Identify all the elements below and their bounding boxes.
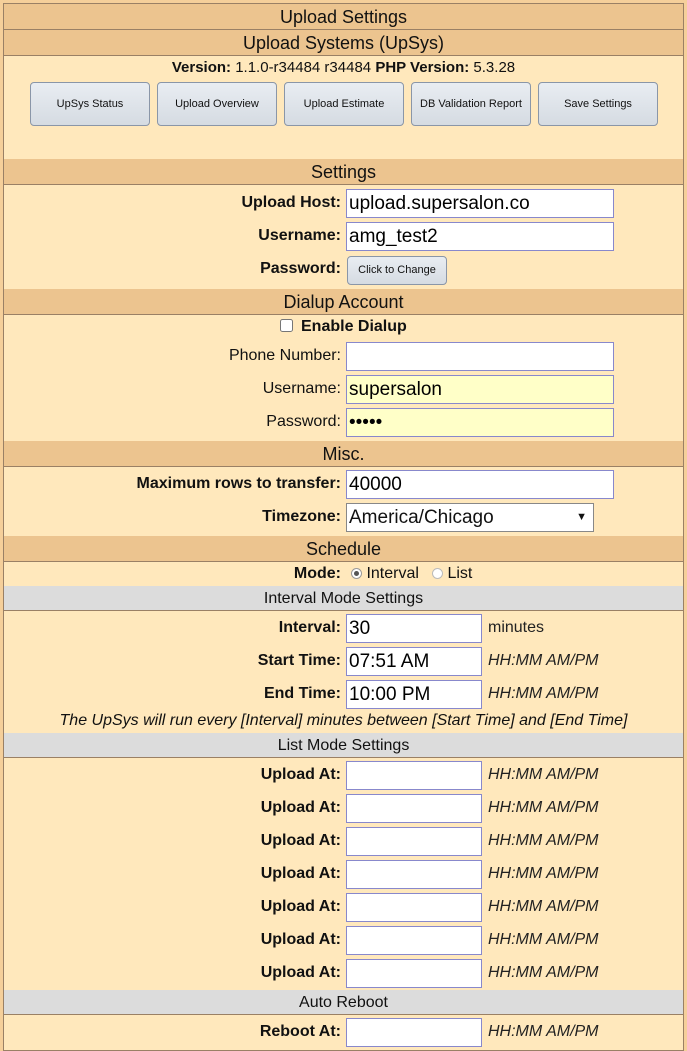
upload-at-input[interactable] <box>346 893 482 922</box>
upload-at-hint: HH:MM AM/PM <box>488 931 599 948</box>
username-input[interactable] <box>346 222 614 251</box>
max-rows-label: Maximum rows to transfer: <box>136 475 341 492</box>
radio-selected-icon <box>351 568 362 579</box>
list-slot-row <box>4 857 683 890</box>
version-line <box>4 58 683 78</box>
end-time-hint: HH:MM AM/PM <box>488 685 599 702</box>
section-header-list-mode: List Mode Settings <box>3 732 684 758</box>
chevron-down-icon: ▼ <box>576 511 587 523</box>
upload-at-input[interactable] <box>346 860 482 889</box>
version-value: 1.1.0-r34484 r34484 <box>235 59 372 76</box>
dialup-section <box>3 315 684 441</box>
section-header-upsys: Upload Systems (UpSys) <box>3 29 684 56</box>
db-validation-report-button[interactable]: DB Validation Report <box>411 82 531 126</box>
list-slot-row <box>4 758 683 791</box>
upsys-section <box>3 56 684 159</box>
change-password-button[interactable]: Click to Change <box>347 256 447 285</box>
enable-dialup-label: Enable Dialup <box>301 318 407 335</box>
php-version-value: 5.3.28 <box>473 59 516 76</box>
mode-list-label: List <box>447 565 473 582</box>
mode-interval-option[interactable] <box>351 562 419 586</box>
upload-at-hint: HH:MM AM/PM <box>488 766 599 783</box>
interval-unit: minutes <box>488 619 545 636</box>
mode-label: Mode: <box>293 565 341 582</box>
upload-at-hint: HH:MM AM/PM <box>488 898 599 915</box>
version-label: Version: <box>171 59 232 76</box>
end-time-label: End Time: <box>263 685 341 702</box>
enable-dialup-checkbox[interactable] <box>280 319 293 332</box>
list-slot-row <box>4 923 683 956</box>
upload-at-label: Upload At: <box>260 799 341 816</box>
upload-at-hint: HH:MM AM/PM <box>488 799 599 816</box>
interval-input[interactable] <box>346 614 482 643</box>
interval-mode-section <box>3 611 684 733</box>
upload-host-input[interactable] <box>346 189 614 218</box>
section-header-misc: Misc. <box>3 440 684 467</box>
upload-at-label: Upload At: <box>260 766 341 783</box>
page-title: Upload Settings <box>3 3 684 30</box>
upload-host-label: Upload Host: <box>241 194 341 211</box>
reboot-at-hint: HH:MM AM/PM <box>488 1023 599 1040</box>
start-time-hint: HH:MM AM/PM <box>488 652 599 669</box>
section-header-interval-mode: Interval Mode Settings <box>3 585 684 611</box>
password-label: Password: <box>260 260 341 277</box>
list-slot-row <box>4 956 683 989</box>
end-time-input[interactable] <box>346 680 482 709</box>
settings-section <box>3 185 684 289</box>
enable-dialup-row <box>4 315 683 339</box>
dialup-password-label: Password: <box>266 413 341 430</box>
upload-at-input[interactable] <box>346 794 482 823</box>
list-slot-row <box>4 824 683 857</box>
radio-unselected-icon <box>432 568 443 579</box>
list-mode-section <box>3 758 684 990</box>
max-rows-input[interactable] <box>346 470 614 499</box>
section-header-settings: Settings <box>3 158 684 185</box>
upload-overview-button[interactable]: Upload Overview <box>157 82 277 126</box>
upload-at-hint: HH:MM AM/PM <box>488 865 599 882</box>
reboot-at-input[interactable] <box>346 1018 482 1047</box>
upload-at-input[interactable] <box>346 761 482 790</box>
username-label: Username: <box>258 227 341 244</box>
upload-at-hint: HH:MM AM/PM <box>488 964 599 981</box>
upload-estimate-button[interactable]: Upload Estimate <box>284 82 404 126</box>
save-settings-button[interactable]: Save Settings <box>538 82 658 126</box>
timezone-select[interactable] <box>346 503 594 532</box>
section-header-auto-reboot: Auto Reboot <box>3 989 684 1015</box>
upload-at-label: Upload At: <box>260 865 341 882</box>
upload-at-input[interactable] <box>346 926 482 955</box>
auto-reboot-section <box>3 1015 684 1051</box>
start-time-label: Start Time: <box>257 652 341 669</box>
start-time-input[interactable] <box>346 647 482 676</box>
upload-at-label: Upload At: <box>260 832 341 849</box>
section-header-schedule: Schedule <box>3 535 684 562</box>
timezone-value: America/Chicago <box>349 507 494 528</box>
mode-list-option[interactable] <box>432 562 472 586</box>
reboot-at-label: Reboot At: <box>259 1023 341 1040</box>
upload-at-input[interactable] <box>346 827 482 856</box>
php-version-label: PHP Version: <box>375 59 470 76</box>
upload-at-label: Upload At: <box>260 964 341 981</box>
timezone-label: Timezone: <box>262 508 341 525</box>
interval-label: Interval: <box>278 619 341 636</box>
dialup-password-input[interactable] <box>346 408 614 437</box>
phone-number-input[interactable] <box>346 342 614 371</box>
list-slot-row <box>4 890 683 923</box>
schedule-section <box>3 562 684 586</box>
phone-number-label: Phone Number: <box>228 347 341 364</box>
dialup-username-label: Username: <box>262 380 341 397</box>
list-slot-row <box>4 791 683 824</box>
dialup-username-input[interactable] <box>346 375 614 404</box>
mode-interval-label: Interval <box>366 565 419 582</box>
upload-at-hint: HH:MM AM/PM <box>488 832 599 849</box>
upsys-status-button[interactable]: UpSys Status <box>30 82 150 126</box>
misc-section <box>3 467 684 536</box>
upload-at-input[interactable] <box>346 959 482 988</box>
upload-at-label: Upload At: <box>260 898 341 915</box>
upload-at-label: Upload At: <box>260 931 341 948</box>
interval-note: The UpSys will run every [Interval] minutes between [Start Time] and [End Time] <box>59 712 628 729</box>
section-header-dialup: Dialup Account <box>3 288 684 315</box>
